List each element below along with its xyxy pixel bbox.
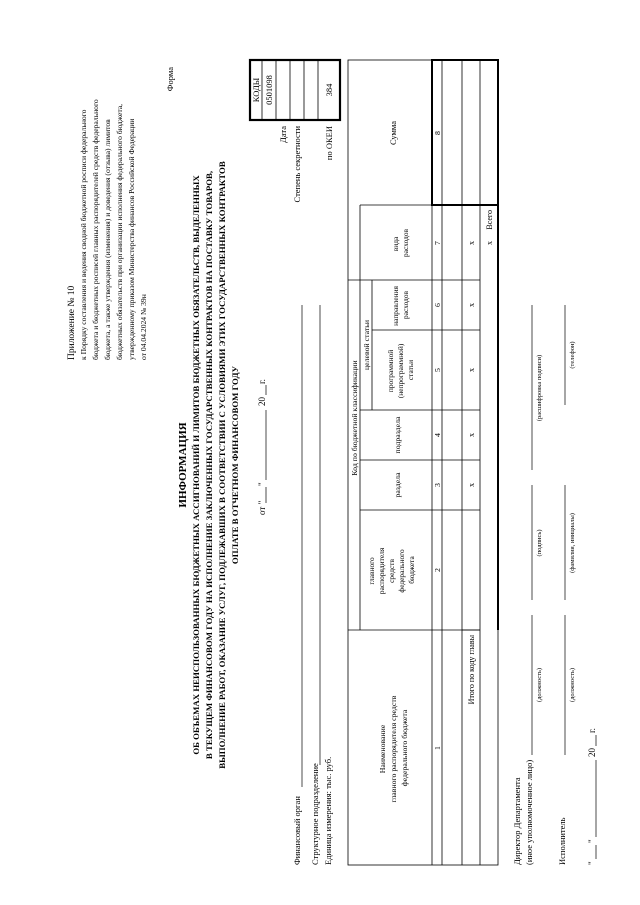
col-kbk-header: Код по бюджетной классификации [350,360,359,476]
sign-date-year: 20 [587,748,597,757]
director-position-caption: (должность) [536,667,543,703]
total-chapter-x-razdel: x [467,483,476,487]
fin-organ-label: Финансовый орган [292,796,302,865]
col-num-2: 2 [433,568,442,572]
director-signature-caption: (подпись) [536,529,543,557]
title-date-suffix: г. [257,379,267,384]
form-label: Форма [165,67,175,92]
sign-date-close-quote: " [587,839,597,843]
title-line-3: ВЫПОЛНЕНИЕ РАБОТ, ОКАЗАНИЕ УСЛУГ, ПОДЛЕЖАВШИХ В СООТВЕТСТВИИ С УСЛОВИЯМИ ЭТИХ ГОСУДАРСТВЕННЫХ КОНТРАКТОВ [217,161,227,769]
total-all-label: Всего [485,210,494,230]
sign-date-open-quote: " [587,861,597,865]
appendix-line-1: к Порядку составления и ведения сводной бюджетной росписи федерального [79,109,88,360]
document-title: ИНФОРМАЦИЯ [177,422,189,508]
appendix-line-3: бюджета, а также утверждения (изменения) и доведения (отзыва) лимитов [103,119,112,360]
executor-label: Исполнитель [557,817,567,865]
appendix-line-5: утвержденному приказом Министерства финансов Российской Федерации [127,118,136,360]
total-chapter-x-prog: x [467,368,476,372]
executor-position-caption: (должность) [569,667,576,703]
secrecy-label: Степень секретности [292,126,302,203]
date-label: Дата [278,126,288,143]
okei-code: 384 [324,83,334,97]
sign-date-g: г. [587,728,597,733]
col-sum-header: Сумма [388,120,398,146]
col-num-1: 1 [433,746,442,750]
total-chapter-x-podrazdel: x [467,433,476,437]
col-num-5: 5 [433,368,442,372]
total-chapter-x-vr: x [467,241,476,245]
title-line-4: ОПЛАТЕ В ОТЧЕТНОМ ФИНАНСОВОМ ГОДУ [230,365,240,565]
col-cs-header: целевой статьи [362,320,371,370]
okei-label: по ОКЕИ [324,126,334,161]
title-date-prefix: от " [257,500,267,515]
title-line-2: В ТЕКУЩЕМ ФИНАНСОВОМ ГОДУ НА ИСПОЛНЕНИЕ ЗАКЛЮЧЕННЫХ ГОСУДАРСТВЕННЫХ КОНТРАКТОВ НА ПОСТАВКУ ТОВАРОВ, [204,170,214,760]
total-chapter-label: Итого по коду главы [467,635,476,705]
executor-fio-caption: (фамилия, инициалы) [569,513,576,573]
col-name-header: Наименование главного распорядителя средств федерального бюджета [378,695,409,803]
total-chapter-x-napr: x [467,303,476,307]
col-vr-header: вида расходов [391,229,410,257]
col-num-6: 6 [433,303,442,307]
director-sublabel: (иное уполномоченное лицо) [524,759,534,865]
col-grbs-header: главного распорядителя средств федерального бюджета [367,547,416,595]
col-razdel-header: раздела [393,472,402,498]
total-all-x-vr: x [485,241,494,245]
title-date-year: 20 [257,397,267,406]
col-num-4: 4 [433,433,442,437]
appendix-line-2: бюджета и бюджетных росписей главных распорядителей средств федерального [91,99,100,360]
title-line-1: ОБ ОБЪЕМАХ НЕИСПОЛЬЗОВАННЫХ БЮДЖЕТНЫХ АССИГНОВАНИЙ И ЛИМИТОВ БЮДЖЕТНЫХ ОБЯЗАТЕЛЬСТВ, ВЫДЕЛЕННЫХ [191,175,201,755]
director-label: Директор Департамента [512,777,522,865]
col-prog-header: программной (непрограммной) статьи [386,343,415,399]
struct-unit-label: Структурное подразделение [310,763,320,865]
director-decode-caption: (расшифровка подписи) [536,354,543,422]
title-date-mid: " [257,482,267,486]
col-num-7: 7 [433,241,442,245]
executor-phone-caption: (телефон) [569,341,576,369]
codes-header: КОДЫ [251,77,261,103]
appendix-line-4: бюджетных обязательств при организации исполнения федерального бюджета, [115,104,124,360]
appendix-line-6: от 04.04.2024 № 39н [139,294,148,360]
col-num-3: 3 [433,483,442,487]
form-code: 0501098 [264,75,274,105]
col-napr-header: направления расходов [391,286,410,326]
col-num-8: 8 [433,131,442,135]
appendix-number: Приложение № 10 [67,285,77,360]
col-podrazdel-header: подраздела [393,416,402,454]
unit-label: Единица измерения: тыс. руб. [323,756,333,865]
